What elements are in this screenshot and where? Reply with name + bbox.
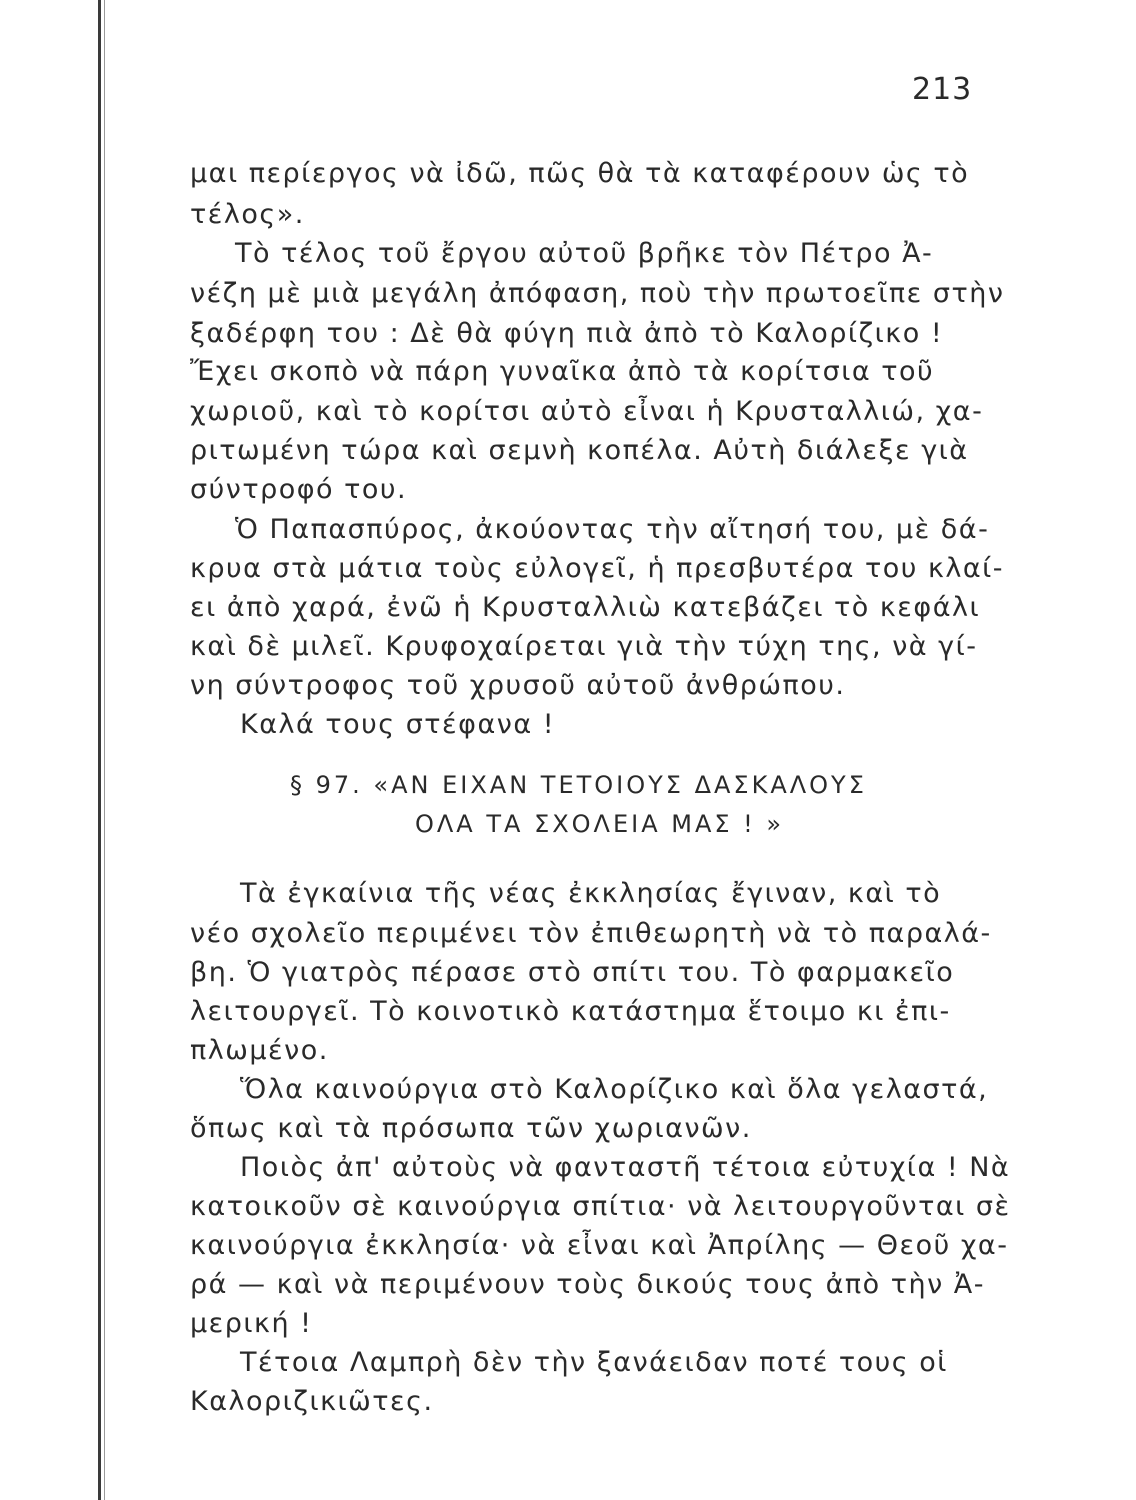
text-line: καὶ δὲ μιλεῖ. Κρυφοχαίρεται γιὰ τὴν τύχη της, νὰ γί- bbox=[190, 631, 978, 662]
text-line: μερική ! bbox=[190, 1308, 313, 1339]
text-line: Καλά τους στέφανα ! bbox=[240, 709, 556, 740]
text-line: κατοικοῦν σὲ καινούργια σπίτια· νὰ λειτουργοῦνται σὲ bbox=[190, 1191, 1011, 1222]
text-line: ει ἀπὸ χαρά, ἐνῶ ἡ Κρυσταλλιὼ κατεβάζει τὸ κεφάλι bbox=[190, 592, 981, 623]
text-line: νέζη μὲ μιὰ μεγάλη ἀπόφαση, ποὺ τὴν πρωτοεῖπε στὴν bbox=[190, 278, 1005, 309]
text-line: καινούργια ἐκκλησία· νὰ εἶναι καὶ Ἀπρίλης — Θεοῦ χα- bbox=[190, 1230, 1009, 1261]
text-line: ξαδέρφη του : Δὲ θὰ φύγη πιὰ ἀπὸ τὸ Καλορίζικο ! bbox=[190, 318, 944, 349]
text-line: μαι περίεργος νὰ ἰδῶ, πῶς θὰ τὰ καταφέρουν ὡς τὸ bbox=[190, 158, 970, 189]
text-line: σύντροφό του. bbox=[190, 474, 408, 505]
section-heading-line-1: § 97. «ΑΝ ΕΙΧΑΝ ΤΕΤΟΙΟΥΣ ΔΑΣΚΑΛΟΥΣ bbox=[290, 771, 867, 799]
text-line: Τέτοια Λαμπρὴ δὲν τὴν ξανάειδαν ποτέ τους οἱ bbox=[240, 1347, 948, 1378]
text-line: Τὰ ἐγκαίνια τῆς νέας ἐκκλησίας ἔγιναν, καὶ τὸ bbox=[240, 878, 942, 909]
page-number: 213 bbox=[912, 72, 973, 107]
text-line: βη. Ὁ γιατρὸς πέρασε στὸ σπίτι του. Τὸ φαρμακεῖο bbox=[190, 957, 955, 988]
text-line: Καλοριζικιῶτες. bbox=[190, 1386, 434, 1417]
scan-binding-shadow bbox=[104, 0, 105, 1500]
text-line: ὅπως καὶ τὰ πρόσωπα τῶν χωριανῶν. bbox=[190, 1113, 752, 1144]
scan-binding-edge bbox=[98, 0, 101, 1500]
text-line: Ὅλα καινούργια στὸ Καλορίζικο καὶ ὅλα γελαστά, bbox=[240, 1074, 989, 1105]
text-line: νη σύντροφος τοῦ χρυσοῦ αὐτοῦ ἀνθρώπου. bbox=[190, 670, 846, 701]
text-line: νέο σχολεῖο περιμένει τὸν ἐπιθεωρητὴ νὰ τὸ παραλά- bbox=[190, 918, 992, 949]
section-heading-line-2: ΟΛΑ ΤΑ ΣΧΟΛΕΙΑ ΜΑΣ ! » bbox=[415, 810, 785, 838]
text-line: Ἔχει σκοπὸ νὰ πάρη γυναῖκα ἀπὸ τὰ κορίτσια τοῦ bbox=[190, 356, 935, 387]
text-line: Ὁ Παπασπύρος, ἀκούοντας τὴν αἴτησή του, μὲ δά- bbox=[235, 514, 990, 545]
text-line: τέλος». bbox=[190, 199, 305, 230]
text-line: ρά — καὶ νὰ περιμένουν τοὺς δικούς τους ἀπὸ τὴν Ἀ- bbox=[190, 1269, 985, 1300]
text-line: Ποιὸς ἀπ' αὐτοὺς νὰ φανταστῆ τέτοια εὐτυχία ! Νὰ bbox=[240, 1152, 1011, 1183]
text-line: ριτωμένη τώρα καὶ σεμνὴ κοπέλα. Αὐτὴ διάλεξε γιὰ bbox=[190, 435, 969, 466]
text-line: πλωμένο. bbox=[190, 1035, 329, 1066]
text-line: Τὸ τέλος τοῦ ἔργου αὐτοῦ βρῆκε τὸν Πέτρο Ἀ- bbox=[235, 238, 934, 269]
text-line: λειτουργεῖ. Τὸ κοινοτικὸ κατάστημα ἕτοιμο κι ἐπι- bbox=[190, 996, 951, 1027]
text-line: κρυα στὰ μάτια τοὺς εὐλογεῖ, ἡ πρεσβυτέρα του κλαί- bbox=[190, 553, 1005, 584]
text-line: χωριοῦ, καὶ τὸ κορίτσι αὐτὸ εἶναι ἡ Κρυσταλλιώ, χα- bbox=[190, 396, 984, 427]
